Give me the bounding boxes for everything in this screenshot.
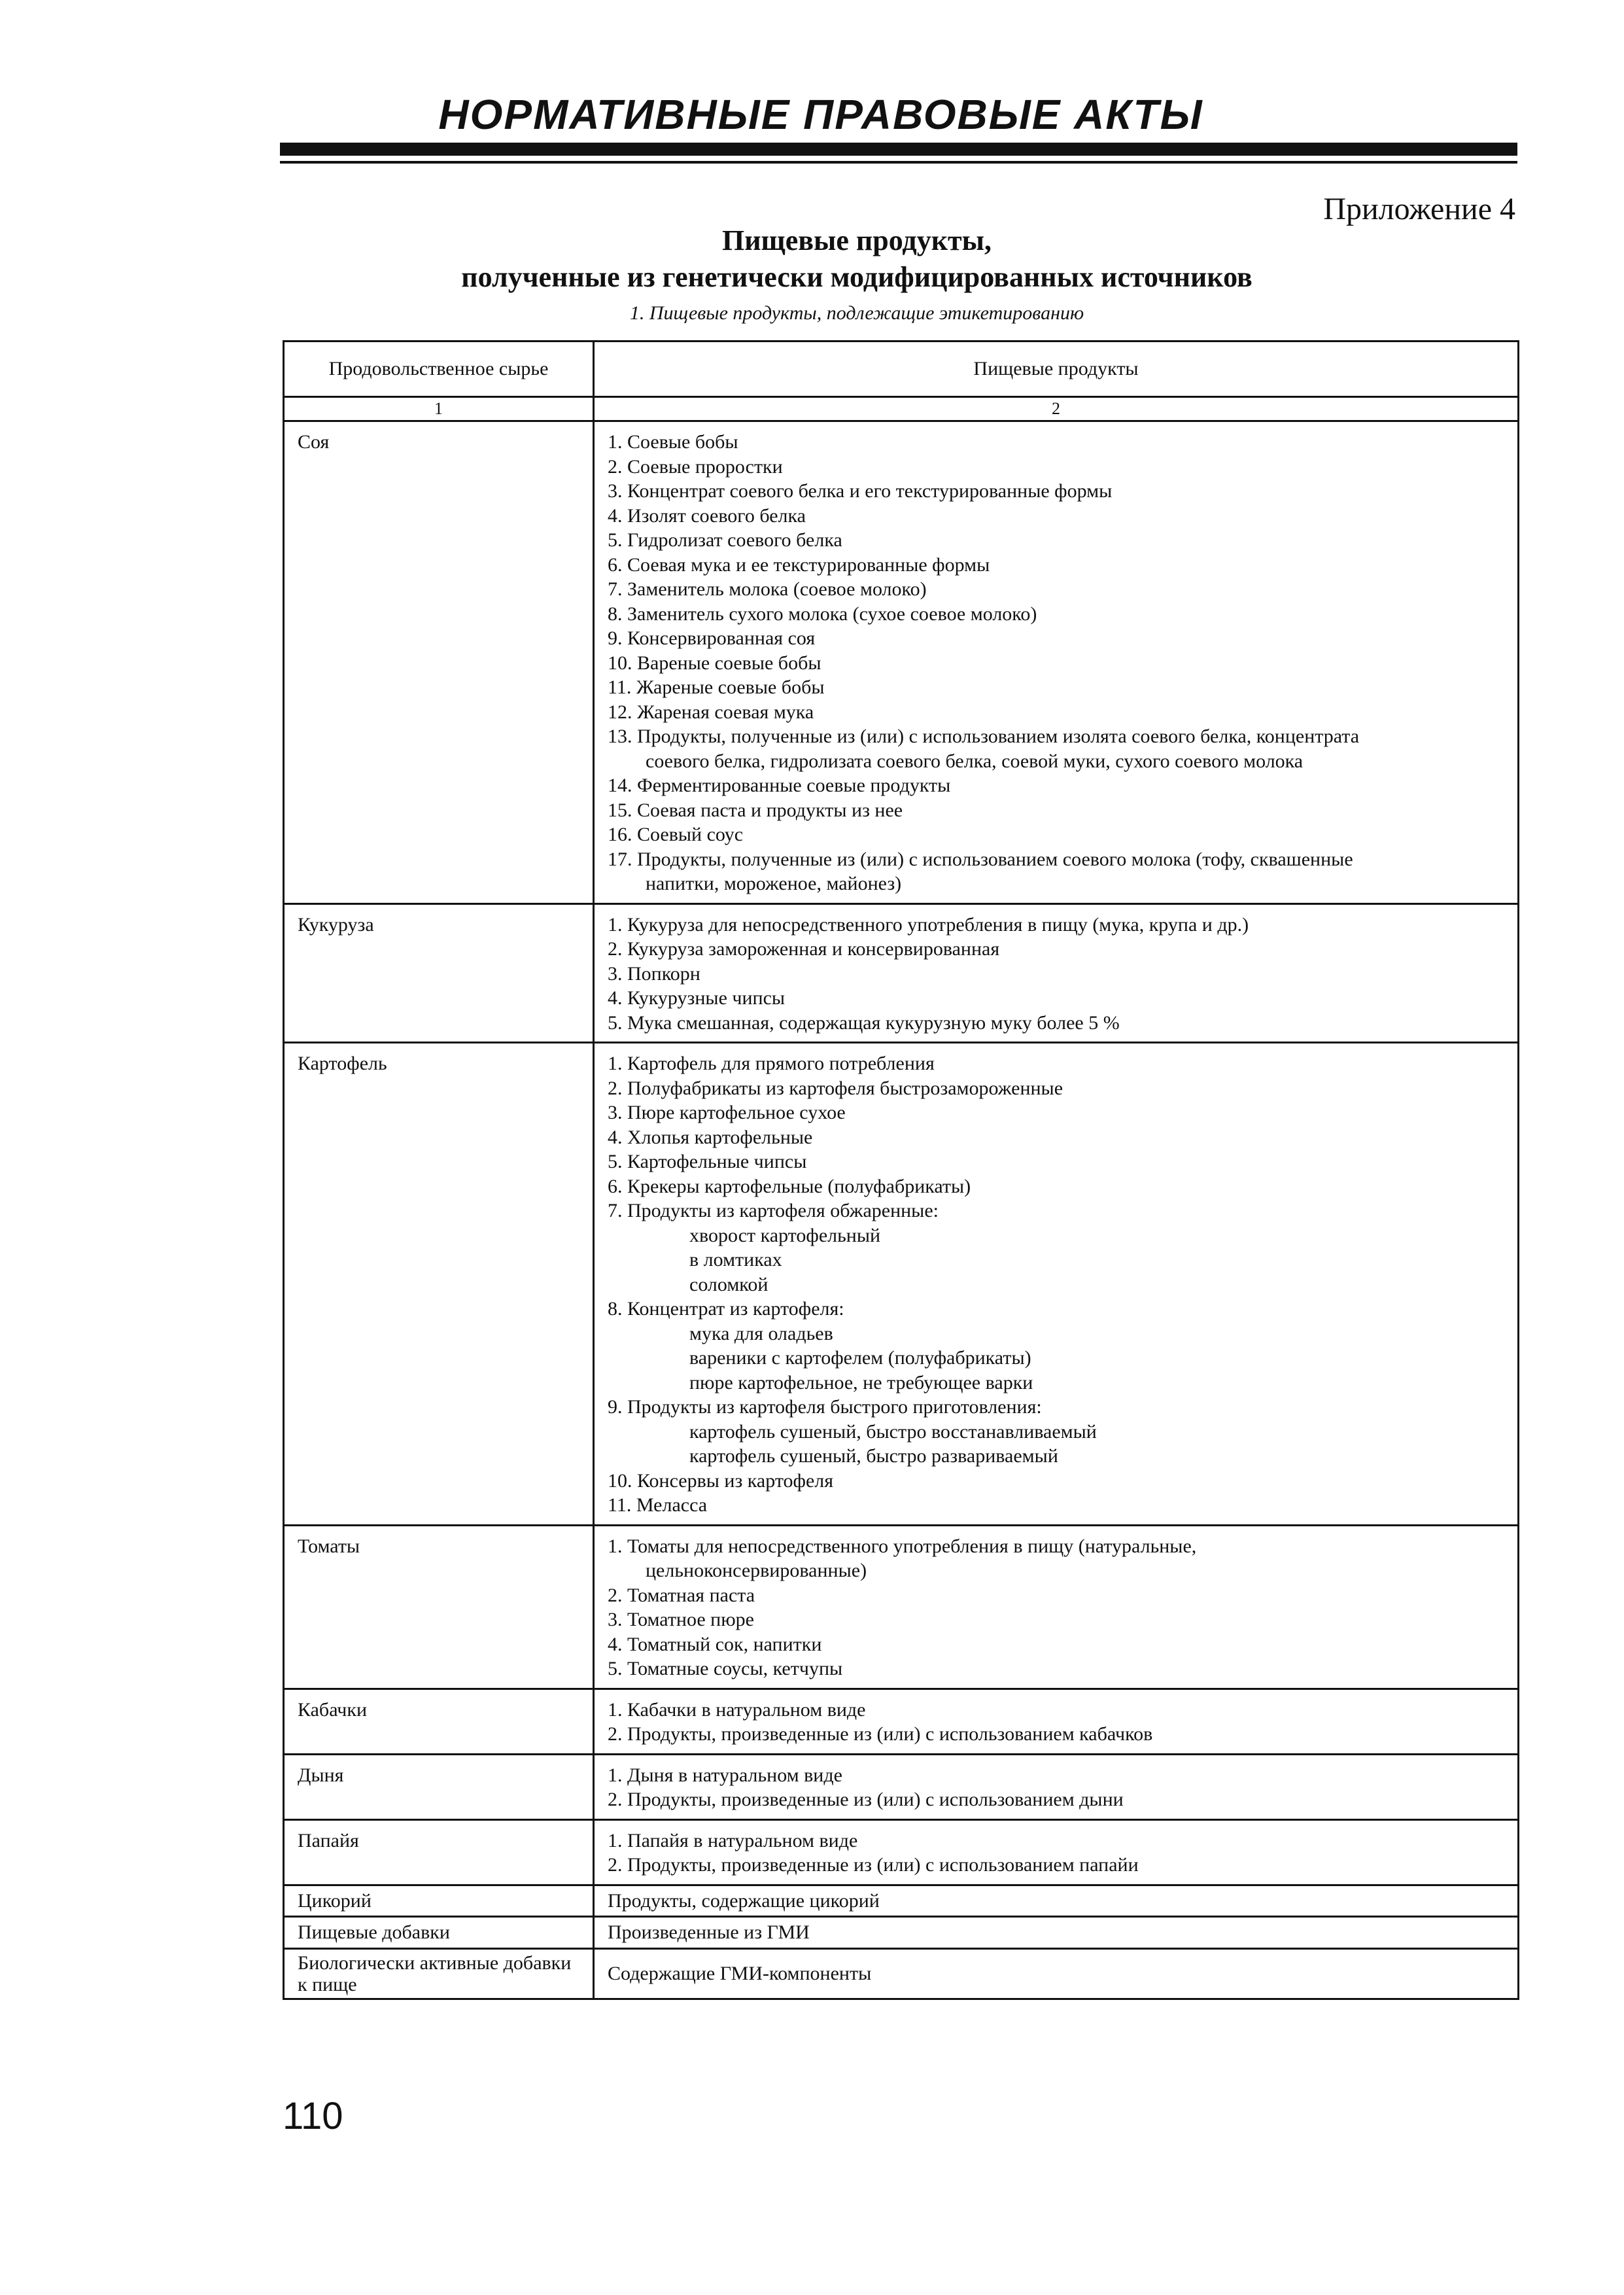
product-line: 1. Картофель для прямого потребления bbox=[608, 1053, 935, 1074]
raw-material-cell: Цикорий bbox=[284, 1885, 594, 1917]
product-line: 10. Консервы из картофеля bbox=[608, 1469, 834, 1492]
product-line: картофель сушеный, быстро развариваемый bbox=[689, 1445, 1058, 1467]
food-products-cell bbox=[594, 1689, 1519, 1754]
product-line: 2. Продукты, произведенные из (или) с использованием папайи bbox=[608, 1854, 1139, 1876]
product-line: картофель сушеный, быстро восстанавливаемый bbox=[689, 1420, 1097, 1443]
product-line: 8. Заменитель сухого молока (сухое соевое молоко) bbox=[608, 603, 1037, 625]
product-line: 9. Продукты из картофеля быстрого приготовления: bbox=[608, 1396, 1042, 1418]
product-line: 2. Полуфабрикаты из картофеля быстрозамороженные bbox=[608, 1077, 1063, 1099]
table-row bbox=[284, 903, 1519, 1043]
raw-material-cell: Пищевые добавки bbox=[284, 1917, 594, 1949]
product-line: в ломтиках bbox=[689, 1249, 782, 1270]
header-rule-thick bbox=[280, 143, 1517, 156]
product-line: соевого белка, гидролизата соевого белка, соевой муки, сухого соевого молока bbox=[646, 750, 1304, 772]
food-products-cell bbox=[594, 903, 1519, 1043]
product-line: Содержащие ГМИ-компоненты bbox=[608, 1962, 872, 1984]
header-food-products: Пищевые продукты bbox=[594, 342, 1519, 397]
table-row bbox=[284, 1917, 1519, 1949]
product-line: 1. Папайя в натуральном виде bbox=[608, 1829, 858, 1851]
raw-material-cell: Картофель bbox=[284, 1043, 594, 1526]
raw-material-cell: Кукуруза bbox=[284, 903, 594, 1043]
product-line: 6. Крекеры картофельные (полуфабрикаты) bbox=[608, 1175, 971, 1197]
document-subtitle: 1. Пищевые продукты, подлежащие этикетированию bbox=[629, 302, 1084, 324]
products-table bbox=[283, 340, 1519, 2000]
raw-material-cell: Папайя bbox=[284, 1819, 594, 1885]
raw-material-cell: Томаты bbox=[284, 1525, 594, 1689]
product-line: 17. Продукты, полученные из (или) с использованием соевого молока (тофу, сквашенные bbox=[608, 848, 1353, 870]
product-line: 2. Продукты, произведенные из (или) с использованием дыни bbox=[608, 1789, 1124, 1810]
column-number-2: 2 bbox=[594, 397, 1519, 421]
product-line: 1. Кабачки в натуральном виде bbox=[608, 1698, 866, 1721]
product-line: 2. Томатная паста bbox=[608, 1584, 755, 1606]
food-products-cell bbox=[594, 1525, 1519, 1689]
product-line: хворост картофельный bbox=[689, 1224, 881, 1246]
product-line: 6. Соевая мука и ее текстурированные формы bbox=[608, 553, 990, 576]
table-row bbox=[284, 1043, 1519, 1526]
table-row bbox=[284, 1754, 1519, 1819]
product-line: 4. Томатный сок, напитки bbox=[608, 1633, 822, 1655]
product-line: 7. Заменитель молока (соевое молоко) bbox=[608, 578, 927, 600]
product-line: соломкой bbox=[689, 1273, 769, 1295]
product-line: мука для оладьев bbox=[689, 1322, 833, 1344]
food-products-cell bbox=[594, 1043, 1519, 1526]
product-line: пюре картофельное, не требующее варки bbox=[689, 1371, 1033, 1393]
product-line: 2. Соевые проростки bbox=[608, 455, 783, 478]
product-line: 2. Кукуруза замороженная и консервированная bbox=[608, 938, 1000, 960]
product-line: вареники с картофелем (полуфабрикаты) bbox=[689, 1347, 1031, 1369]
table-row bbox=[284, 1885, 1519, 1917]
header-rule-thin bbox=[280, 161, 1517, 164]
product-line: напитки, мороженое, майонез) bbox=[646, 873, 902, 894]
raw-material-cell: Соя bbox=[284, 421, 594, 904]
product-line: 3. Пюре картофельное сухое bbox=[608, 1102, 846, 1123]
product-line: 16. Соевый соус bbox=[608, 824, 744, 845]
food-products-cell bbox=[594, 1819, 1519, 1885]
product-line: Продукты, содержащие цикорий bbox=[608, 1889, 880, 1912]
table-row bbox=[284, 1525, 1519, 1689]
product-line: 3. Томатное пюре bbox=[608, 1609, 754, 1630]
food-products-cell bbox=[594, 1885, 1519, 1917]
product-line: 5. Гидролизат соевого белка bbox=[608, 529, 842, 551]
product-line: 1. Соевые бобы bbox=[608, 431, 738, 453]
page-number: 110 bbox=[283, 2095, 343, 2137]
table-row bbox=[284, 421, 1519, 904]
product-line: 5. Мука смешанная, содержащая кукурузную муку более 5 % bbox=[608, 1011, 1120, 1034]
header-raw-materials: Продовольственное сырье bbox=[284, 342, 594, 397]
table-row bbox=[284, 1948, 1519, 1999]
product-line: 2. Продукты, произведенные из (или) с использованием кабачков bbox=[608, 1723, 1153, 1745]
product-line: 7. Продукты из картофеля обжаренные: bbox=[608, 1200, 939, 1221]
appendix-label: Приложение 4 bbox=[1323, 192, 1515, 226]
product-line: 10. Вареные соевые бобы bbox=[608, 652, 821, 674]
product-line: 11. Меласса bbox=[608, 1494, 708, 1516]
document-title-line-1: Пищевые продукты, bbox=[721, 224, 992, 256]
product-line: 5. Томатные соусы, кетчупы bbox=[608, 1658, 843, 1679]
table-body bbox=[284, 421, 1519, 1999]
table-row bbox=[284, 1819, 1519, 1885]
table-header-row bbox=[284, 342, 1519, 397]
product-line: 3. Попкорн bbox=[608, 962, 700, 985]
table-row bbox=[284, 1689, 1519, 1754]
raw-material-cell: Кабачки bbox=[284, 1689, 594, 1754]
product-line: 3. Концентрат соевого белка и его текстурированные формы bbox=[608, 480, 1113, 502]
raw-material-cell: Дыня bbox=[284, 1754, 594, 1819]
raw-material-cell: Биологически активные добавки к пище bbox=[284, 1948, 594, 1999]
food-products-cell bbox=[594, 1948, 1519, 1999]
product-line: 4. Хлопья картофельные bbox=[608, 1126, 813, 1148]
product-line: Произведенные из ГМИ bbox=[608, 1921, 810, 1943]
product-line: 8. Концентрат из картофеля: bbox=[608, 1298, 844, 1320]
section-header-title: НОРМАТИВНЫЕ ПРАВОВЫЕ АКТЫ bbox=[438, 91, 1203, 138]
product-line: 1. Кукуруза для непосредственного употребления в пищу (мука, крупа и др.) bbox=[608, 913, 1249, 936]
product-line: 1. Томаты для непосредственного употребления в пищу (натуральные, bbox=[608, 1535, 1197, 1557]
food-products-cell bbox=[594, 1754, 1519, 1819]
product-line: 12. Жареная соевая мука bbox=[608, 701, 814, 723]
document-title-line-2: полученные из генетически модифицированных источников bbox=[461, 261, 1253, 293]
product-line: 4. Изолят соевого белка bbox=[608, 504, 806, 527]
product-line: 15. Соевая паста и продукты из нее bbox=[608, 799, 903, 821]
product-line: 9. Консервированная соя bbox=[608, 627, 816, 649]
column-number-row bbox=[284, 397, 1519, 421]
product-line: 5. Картофельные чипсы bbox=[608, 1151, 807, 1172]
product-line: 1. Дыня в натуральном виде bbox=[608, 1764, 842, 1786]
food-products-cell bbox=[594, 421, 1519, 904]
product-line: 4. Кукурузные чипсы bbox=[608, 987, 786, 1009]
food-products-cell bbox=[594, 1917, 1519, 1949]
product-line: 11. Жареные соевые бобы bbox=[608, 676, 825, 698]
product-line: 14. Ферментированные соевые продукты bbox=[608, 775, 951, 796]
column-number-1: 1 bbox=[284, 397, 594, 421]
product-line: цельноконсервированные) bbox=[646, 1560, 867, 1581]
product-line: 13. Продукты, полученные из (или) с использованием изолята соевого белка, концентрата bbox=[608, 726, 1360, 747]
